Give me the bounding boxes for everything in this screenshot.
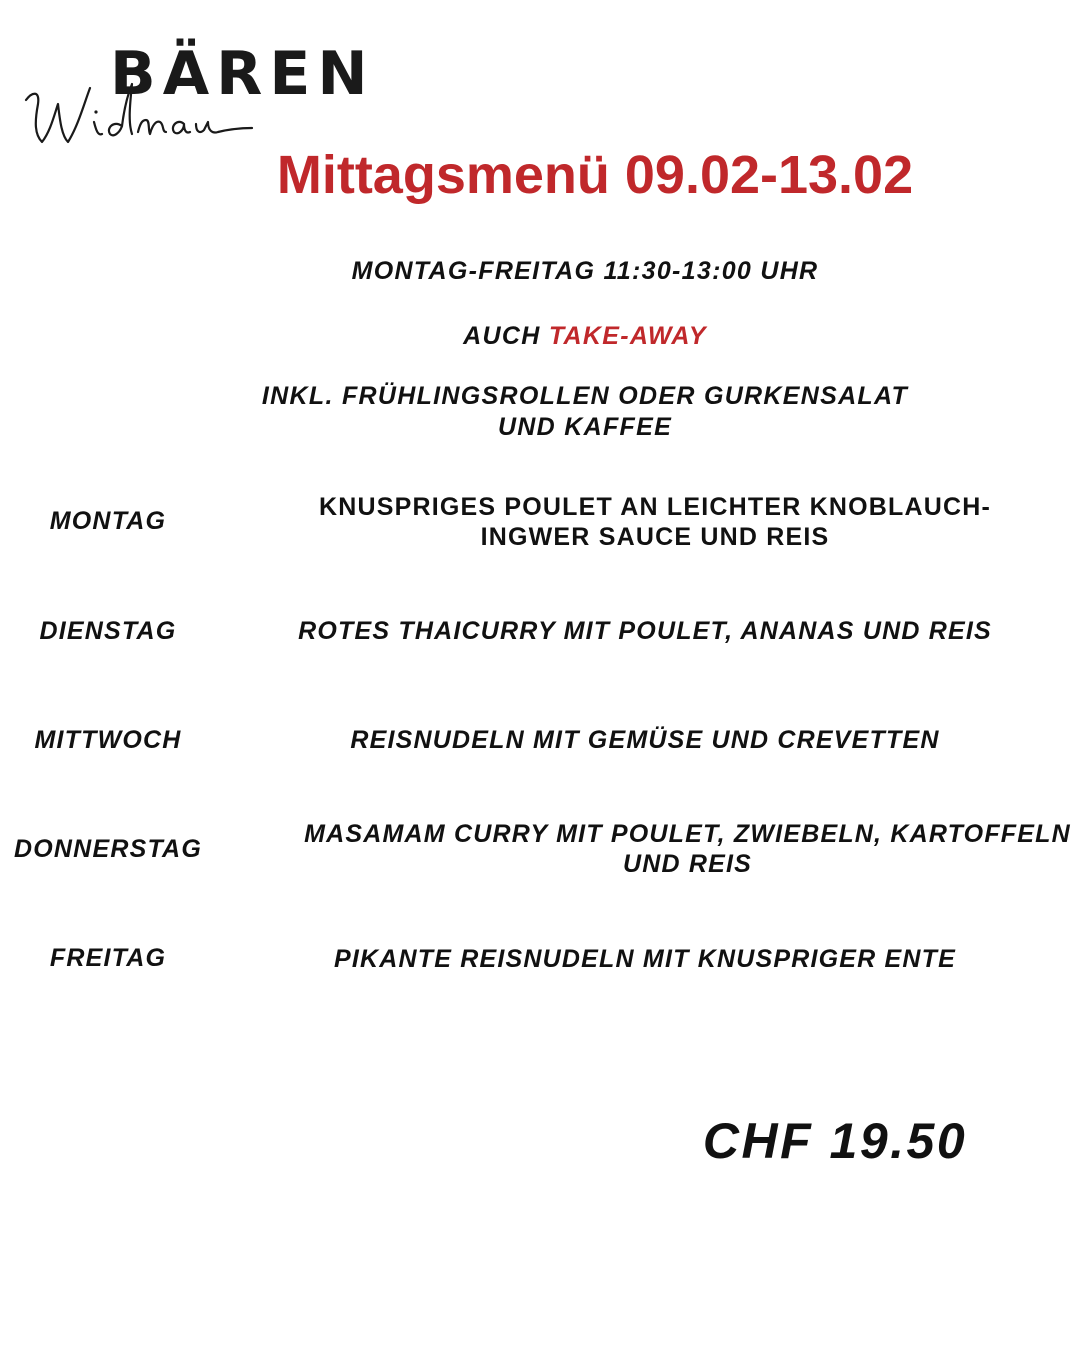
dish-montag: [300, 492, 1010, 552]
takeaway-highlight: TAKE-AWAY: [548, 322, 707, 350]
day-label-montag: MONTAG: [49, 507, 167, 535]
includes-line: UND KAFFEE: [497, 413, 673, 441]
dish-mittwoch: [280, 725, 1010, 755]
takeaway-note: [230, 321, 940, 352]
takeaway-prefix: AUCH: [463, 322, 541, 350]
day-label-dienstag: DIENSTAG: [39, 617, 177, 645]
dish-line: PIKANTE REISNUDELN MIT KNUSPRIGER ENTE: [333, 945, 957, 973]
includes-note: [230, 381, 940, 443]
dish-line: ROTES THAICURRY MIT POULET, ANANAS UND REIS: [298, 617, 992, 645]
opening-hours: MONTAG-FREITAG 11:30-13:00 UHR: [351, 257, 819, 285]
page-title: Mittagsmenü 09.02-13.02: [276, 145, 914, 205]
dish-donnerstag: [300, 819, 1075, 879]
dish-line: REISNUDELN MIT GEMÜSE UND CREVETTEN: [350, 726, 940, 754]
dish-line: UND REIS: [622, 850, 753, 878]
brand-logo: [20, 39, 375, 155]
price-label: CHF 19.50: [702, 1113, 968, 1169]
dish-line: KNUSPRIGES POULET AN LEICHTER KNOBLAUCH-: [318, 493, 992, 521]
includes-line: INKL. FRÜHLINGSROLLEN ODER GURKENSALAT: [261, 382, 909, 410]
dish-line: MASAMAM CURRY MIT POULET, ZWIEBELN, KARTOFFELN: [304, 820, 1071, 848]
logo-wordmark: BÄREN: [110, 39, 375, 109]
day-label-freitag: FREITAG: [49, 944, 167, 972]
dish-dienstag: [280, 616, 1010, 646]
dish-line: INGWER SAUCE UND REIS: [480, 523, 830, 551]
day-label-mittwoch: MITTWOCH: [34, 726, 182, 754]
dish-freitag: [280, 944, 1010, 974]
day-label-donnerstag: DONNERSTAG: [14, 835, 202, 863]
